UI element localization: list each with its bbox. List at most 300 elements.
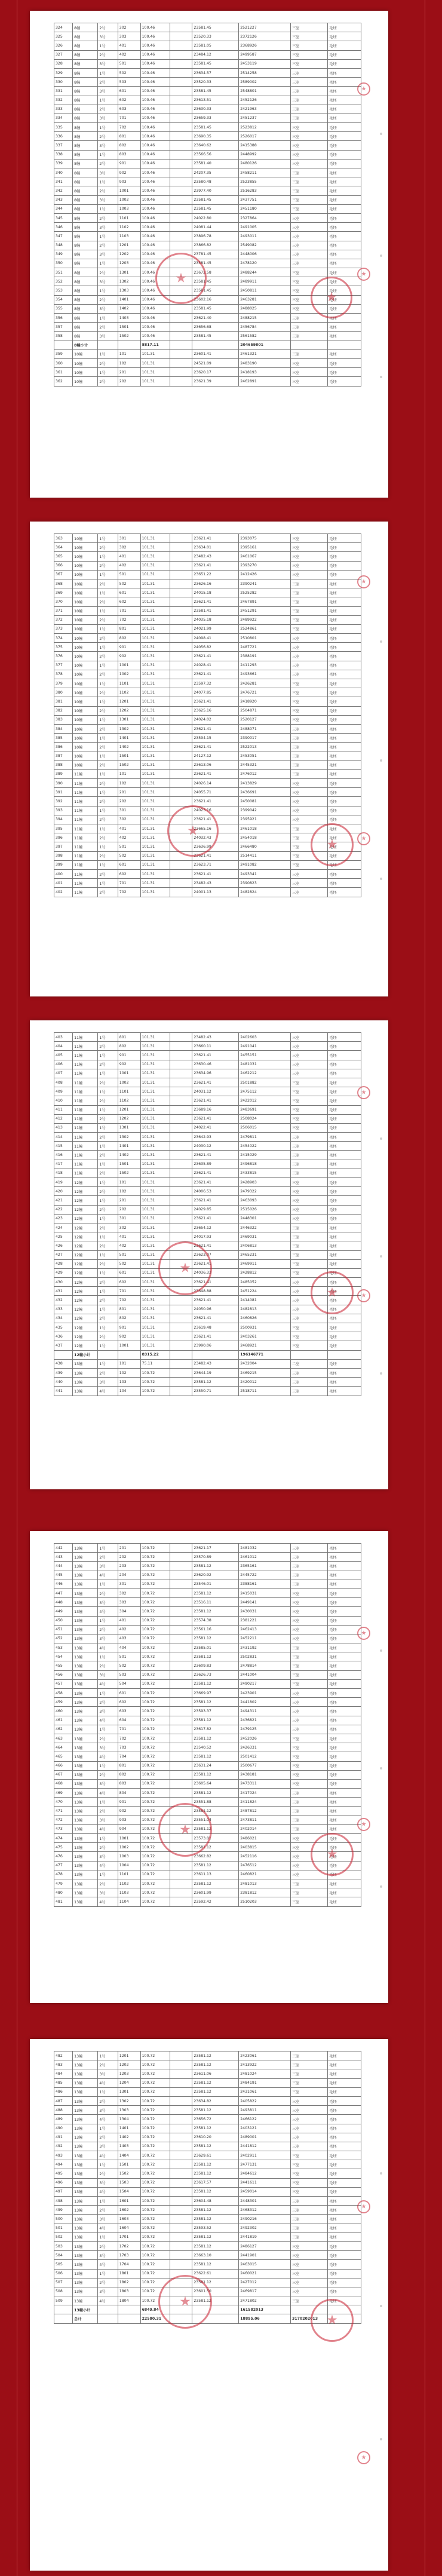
table-cell: 三室 xyxy=(290,96,327,105)
table-cell: 204659801 xyxy=(239,341,291,349)
table-cell xyxy=(170,186,192,195)
table-cell xyxy=(170,888,192,897)
table-cell: 468 xyxy=(54,1779,73,1788)
table-cell: 2477131 xyxy=(239,2160,291,2169)
table-cell: 100.46 xyxy=(140,286,170,295)
table-cell: 11幢 xyxy=(73,1160,98,1169)
table-cell: 三室 xyxy=(290,1105,327,1114)
table-cell: 三室 xyxy=(290,268,327,277)
table-cell: 2402014 xyxy=(239,1824,291,1833)
table-cell xyxy=(170,2206,192,2215)
table-cell: 100.72 xyxy=(140,1879,170,1888)
table-row xyxy=(54,688,361,697)
table-cell: 3号 xyxy=(98,2287,118,2296)
table-cell: 23581.12 xyxy=(192,2160,239,2169)
table-cell: 469 xyxy=(54,1789,73,1798)
table-cell xyxy=(192,341,239,349)
table-cell: 三室 xyxy=(290,1588,327,1597)
table-cell: 10幢 xyxy=(73,706,98,715)
table-cell: 2号 xyxy=(98,815,118,824)
table-cell: 4号 xyxy=(98,1679,118,1688)
table-cell xyxy=(170,1232,192,1241)
table-row xyxy=(54,2087,361,2096)
table-cell: 2479125 xyxy=(239,1725,291,1734)
table-cell: 803 xyxy=(118,150,140,159)
table-cell xyxy=(170,2169,192,2178)
table-cell xyxy=(170,341,192,349)
table-cell xyxy=(170,552,192,561)
table-cell: 100.46 xyxy=(140,186,170,195)
table-cell: 1104 xyxy=(118,1897,140,1906)
table-row xyxy=(54,2106,361,2115)
table-cell: 100.72 xyxy=(140,1580,170,1588)
table-cell: 三室 xyxy=(290,1169,327,1177)
binding-hole xyxy=(380,1255,382,1258)
table-cell: 303 xyxy=(118,1598,140,1607)
table-cell: 382 xyxy=(54,706,73,715)
table-cell: 375 xyxy=(54,643,73,652)
table-cell: 1504 xyxy=(118,2187,140,2196)
table-cell: 392 xyxy=(54,797,73,806)
table-cell: 13幢 xyxy=(73,1698,98,1707)
table-cell: 三室 xyxy=(290,368,327,377)
table-cell: 2450081 xyxy=(239,797,291,806)
table-cell: 2号 xyxy=(98,358,118,367)
table-cell: 100.46 xyxy=(140,50,170,59)
table-cell: 501 xyxy=(118,1652,140,1661)
table-cell: 379 xyxy=(54,679,73,688)
table-cell: 2406813 xyxy=(239,1241,291,1250)
table-cell: 毛坯 xyxy=(328,87,361,96)
table-cell: 1001 xyxy=(118,661,140,670)
table-cell: 毛坯 xyxy=(328,1834,361,1843)
table-cell: 23623.71 xyxy=(192,860,239,869)
binding-hole xyxy=(380,878,382,880)
table-cell: 702 xyxy=(118,615,140,624)
table-cell xyxy=(170,2115,192,2124)
table-cell: 347 xyxy=(54,232,73,241)
table-cell: 301 xyxy=(118,806,140,815)
table-cell: 1号 xyxy=(98,1196,118,1205)
table-cell: 23573.01 xyxy=(192,1834,239,1843)
table-cell: 13幢 xyxy=(73,2178,98,2187)
table-cell: 10幢 xyxy=(73,634,98,643)
table-cell: 1503 xyxy=(118,2178,140,2187)
table-row xyxy=(54,552,361,561)
table-cell: 416 xyxy=(54,1151,73,1160)
table-cell: 毛坯 xyxy=(328,2251,361,2260)
table-cell: 100.72 xyxy=(140,1607,170,1616)
table-cell xyxy=(170,661,192,670)
table-cell: 13幢 xyxy=(73,1834,98,1843)
table-cell: 100.72 xyxy=(140,1870,170,1879)
table-cell: 6849.84 xyxy=(140,2305,170,2314)
table-row xyxy=(54,241,361,250)
table-cell: 12幢 xyxy=(73,1187,98,1196)
company-seal-stamp xyxy=(311,823,354,866)
table-cell: 333 xyxy=(54,105,73,114)
table-cell: 毛坯 xyxy=(328,1051,361,1060)
table-cell: 2451180 xyxy=(239,204,291,213)
table-cell: 三室 xyxy=(290,842,327,851)
table-cell: 11幢 xyxy=(73,1123,98,1132)
table-cell: 100.72 xyxy=(140,1707,170,1716)
table-cell: 440 xyxy=(54,1378,73,1387)
table-cell: 2469031 xyxy=(239,1232,291,1241)
table-cell: 100.46 xyxy=(140,323,170,332)
table-cell: 三室 xyxy=(290,295,327,304)
table-cell: 2589002 xyxy=(239,78,291,87)
table-cell: 1704 xyxy=(118,2260,140,2269)
table-cell: 毛坯 xyxy=(328,1223,361,1232)
table-cell: 13幢 xyxy=(73,1807,98,1816)
table-cell: 302 xyxy=(118,815,140,824)
table-cell: 402 xyxy=(118,1625,140,1634)
table-cell: 三室 xyxy=(290,304,327,313)
table-cell xyxy=(170,1160,192,1169)
table-cell xyxy=(170,2260,192,2269)
table-cell xyxy=(170,879,192,888)
table-cell: 毛坯 xyxy=(328,295,361,304)
document-page xyxy=(30,11,388,498)
table-cell: 1号 xyxy=(98,879,118,888)
table-cell: 毛坯 xyxy=(328,806,361,815)
table-cell xyxy=(170,779,192,788)
table-cell: 2号 xyxy=(98,1625,118,1634)
table-cell: 101.31 xyxy=(140,661,170,670)
table-cell: 100.72 xyxy=(140,1661,170,1670)
table-cell: 426 xyxy=(54,1241,73,1250)
table-cell: 23621.41 xyxy=(192,1332,239,1341)
table-cell: 340 xyxy=(54,168,73,177)
table-cell: 毛坯 xyxy=(328,1616,361,1625)
table-cell: 毛坯 xyxy=(328,2269,361,2278)
table-cell: 101.31 xyxy=(140,1078,170,1087)
table-cell xyxy=(170,2051,192,2060)
table-cell: 三室 xyxy=(290,1241,327,1250)
table-cell: 毛坯 xyxy=(328,579,361,588)
table-cell: 2523812 xyxy=(239,123,291,132)
table-cell: 100.72 xyxy=(140,2051,170,2060)
table-cell: 1102 xyxy=(118,223,140,232)
table-cell: 13幢 xyxy=(73,2087,98,2096)
table-cell: 4号 xyxy=(98,1643,118,1652)
table-cell xyxy=(170,177,192,186)
table-row xyxy=(54,1616,361,1625)
table-cell: 三室 xyxy=(290,1761,327,1770)
table-cell: 460 xyxy=(54,1707,73,1716)
table-cell xyxy=(170,1634,192,1643)
table-cell: 10幢 xyxy=(73,349,98,358)
table-cell: 8幢 xyxy=(73,295,98,304)
table-row xyxy=(54,697,361,706)
table-cell: 毛坯 xyxy=(328,358,361,367)
table-cell: 1803 xyxy=(118,2287,140,2296)
table-cell: 23581.12 xyxy=(192,2278,239,2287)
table-cell: 501 xyxy=(118,842,140,851)
binding-hole xyxy=(380,254,382,257)
table-cell: 1号 xyxy=(98,1305,118,1314)
table-cell: 毛坯 xyxy=(328,615,361,624)
table-cell: 毛坯 xyxy=(328,1187,361,1196)
table-cell: 1号 xyxy=(98,715,118,724)
table-cell: 339 xyxy=(54,159,73,168)
table-cell: 1502 xyxy=(118,1169,140,1177)
table-cell: 1号 xyxy=(98,150,118,159)
table-cell: 13幢 xyxy=(73,1359,98,1368)
table-cell: 2号 xyxy=(98,1223,118,1232)
table-cell: 23561.16 xyxy=(192,1625,239,1634)
table-cell: 毛坯 xyxy=(328,1123,361,1132)
table-cell: 2号 xyxy=(98,1698,118,1707)
table-cell: 三室 xyxy=(290,1661,327,1670)
table-row xyxy=(54,570,361,579)
table-row xyxy=(54,2197,361,2206)
table-cell: 23621.41 xyxy=(192,1314,239,1323)
table-cell: 2460826 xyxy=(239,1314,291,1323)
table-cell: 三室 xyxy=(290,241,327,250)
table-row xyxy=(54,1553,361,1562)
table-cell: 325 xyxy=(54,32,73,41)
table-cell: 毛坯 xyxy=(328,1105,361,1114)
table-cell: 2号 xyxy=(98,1588,118,1597)
table-cell: 2381221 xyxy=(239,1616,291,1625)
table-cell: 毛坯 xyxy=(328,41,361,50)
company-seal-stamp xyxy=(357,1627,370,1640)
table-row xyxy=(54,1378,361,1387)
table-cell: 13幢 xyxy=(73,1879,98,1888)
table-cell: 三室 xyxy=(290,1187,327,1196)
table-cell: 11幢 xyxy=(73,769,98,778)
table-cell: 毛坯 xyxy=(328,1332,361,1341)
table-cell: 464 xyxy=(54,1743,73,1752)
table-cell: 101.31 xyxy=(140,715,170,724)
table-cell xyxy=(170,349,192,358)
table-cell: 3号 xyxy=(98,2215,118,2224)
table-cell: 473 xyxy=(54,1824,73,1833)
table-cell: 12幢小计 xyxy=(73,1350,98,1359)
table-cell: 2403261 xyxy=(239,1332,291,1341)
table-cell: 2493011 xyxy=(239,232,291,241)
table-cell: 3号 xyxy=(98,1634,118,1643)
table-cell: 三室 xyxy=(290,1816,327,1824)
table-cell: 601 xyxy=(118,87,140,96)
table-cell: 23482.43 xyxy=(192,552,239,561)
table-cell: 毛坯 xyxy=(328,177,361,186)
table-cell: 毛坯 xyxy=(328,1807,361,1816)
table-cell: 1501 xyxy=(118,752,140,760)
binding-hole xyxy=(380,2305,382,2307)
table-cell: 23605.64 xyxy=(192,1779,239,1788)
table-cell: 毛坯 xyxy=(328,1069,361,1078)
table-row xyxy=(54,1368,361,1377)
company-seal-stamp xyxy=(167,805,219,857)
table-cell: 11幢 xyxy=(73,1133,98,1142)
table-cell xyxy=(170,1716,192,1725)
table-cell: 702 xyxy=(118,888,140,897)
table-cell: 1号 xyxy=(98,842,118,851)
table-cell xyxy=(170,195,192,204)
table-cell: 毛坯 xyxy=(328,833,361,842)
table-cell: 1002 xyxy=(118,670,140,679)
table-cell: 13幢 xyxy=(73,1378,98,1387)
table-cell: 101.31 xyxy=(140,1069,170,1078)
table-cell xyxy=(170,23,192,32)
table-cell: 101.31 xyxy=(140,1114,170,1123)
table-cell: 488 xyxy=(54,2106,73,2115)
table-cell: 23570.89 xyxy=(192,1553,239,1562)
table-cell: 11幢 xyxy=(73,888,98,897)
table-cell: 23581.45 xyxy=(192,23,239,32)
table-cell: 2423061 xyxy=(239,2051,291,2060)
table-cell: 476 xyxy=(54,1852,73,1861)
table-cell xyxy=(170,323,192,332)
table-cell: 毛坯 xyxy=(328,724,361,733)
table-cell: 2473811 xyxy=(239,1816,291,1824)
table-cell: 三室 xyxy=(290,1652,327,1661)
table-cell xyxy=(170,2160,192,2169)
table-cell: 100.46 xyxy=(140,223,170,232)
table-cell: 438 xyxy=(54,1359,73,1368)
table-cell: 2号 xyxy=(98,779,118,788)
table-cell xyxy=(170,570,192,579)
table-cell: 三室 xyxy=(290,1553,327,1562)
table-cell: 24001.13 xyxy=(192,888,239,897)
table-cell: 901 xyxy=(118,1323,140,1332)
table-cell: 23621.41 xyxy=(192,1114,239,1123)
table-cell xyxy=(170,1205,192,1214)
table-cell: 462 xyxy=(54,1725,73,1734)
table-cell: 毛坯 xyxy=(328,606,361,615)
table-row xyxy=(54,1716,361,1725)
table-cell: 100.46 xyxy=(140,32,170,41)
table-cell: 2号 xyxy=(98,833,118,842)
table-cell: 901 xyxy=(118,1798,140,1807)
table-cell: 903 xyxy=(118,177,140,186)
table-cell: 201 xyxy=(118,788,140,797)
table-cell xyxy=(170,2241,192,2250)
table-cell: 369 xyxy=(54,588,73,597)
table-cell: 10幢 xyxy=(73,368,98,377)
table-cell: 三室 xyxy=(290,1689,327,1698)
table-cell: 1802 xyxy=(118,2278,140,2287)
table-cell: 2372126 xyxy=(239,32,291,41)
company-seal-stamp xyxy=(357,268,370,281)
table-cell: 394 xyxy=(54,815,73,824)
table-cell: 8幢 xyxy=(73,50,98,59)
table-cell: 三室 xyxy=(290,168,327,177)
table-cell: 8幢 xyxy=(73,105,98,114)
table-cell: 401 xyxy=(118,1616,140,1625)
table-cell: 2号 xyxy=(98,1042,118,1051)
table-cell xyxy=(328,1350,361,1359)
table-cell: 10幢 xyxy=(73,615,98,624)
table-cell: 101 xyxy=(118,769,140,778)
table-cell: 13幢 xyxy=(73,1816,98,1824)
table-cell: 359 xyxy=(54,349,73,358)
table-cell: 23581.12 xyxy=(192,2187,239,2196)
table-cell: 100.72 xyxy=(140,2142,170,2151)
table-cell: 446 xyxy=(54,1580,73,1588)
table-cell: 101 xyxy=(118,1359,140,1368)
table-cell xyxy=(170,752,192,760)
table-cell: 507 xyxy=(54,2278,73,2287)
table-cell: 1003 xyxy=(118,204,140,213)
table-cell: 701 xyxy=(118,114,140,122)
table-cell: 毛坯 xyxy=(328,2169,361,2178)
table-cell: 450 xyxy=(54,1616,73,1625)
table-cell: 22580.31 xyxy=(140,2314,170,2323)
table-cell: 2号 xyxy=(98,1241,118,1250)
table-cell xyxy=(54,2305,73,2314)
table-row xyxy=(54,1323,361,1332)
table-cell: 2431061 xyxy=(239,2087,291,2096)
table-row xyxy=(54,1670,361,1679)
table-row xyxy=(54,2269,361,2278)
table-cell: 2430031 xyxy=(239,1607,291,1616)
table-cell: 三室 xyxy=(290,2124,327,2133)
table-cell xyxy=(170,2133,192,2142)
table-cell: 23977.40 xyxy=(192,186,239,195)
table-cell: 4号 xyxy=(98,2151,118,2160)
table-cell: 8幢 xyxy=(73,323,98,332)
table-cell: 24017.93 xyxy=(192,1232,239,1241)
table-cell: 三室 xyxy=(290,1824,327,1833)
document-page xyxy=(30,1531,388,2003)
table-cell: 397 xyxy=(54,842,73,851)
table-cell: 二室 xyxy=(290,1359,327,1368)
table-cell: 2号 xyxy=(98,1332,118,1341)
table-cell: 三室 xyxy=(290,1544,327,1553)
table-cell: 342 xyxy=(54,186,73,195)
table-cell: 2453119 xyxy=(239,59,291,68)
table-cell: 11幢 xyxy=(73,815,98,824)
table-cell: 2422012 xyxy=(239,1096,291,1105)
table-cell: 405 xyxy=(54,1051,73,1060)
table-cell xyxy=(170,105,192,114)
table-cell: 8幢 xyxy=(73,141,98,150)
table-row xyxy=(54,597,361,606)
table-cell: 13幢 xyxy=(73,2215,98,2224)
table-cell: 2468921 xyxy=(239,1341,291,1350)
table-cell: 23581.12 xyxy=(192,1861,239,1870)
table-cell: 336 xyxy=(54,132,73,141)
table-cell: 465 xyxy=(54,1752,73,1761)
table-cell: 1号 xyxy=(98,606,118,615)
table-cell: 399 xyxy=(54,860,73,869)
table-cell: 466 xyxy=(54,1761,73,1770)
table-cell: 23581.12 xyxy=(192,1807,239,1816)
table-cell xyxy=(170,1789,192,1798)
table-cell: 1号 xyxy=(98,1214,118,1223)
table-cell: 101.31 xyxy=(140,1268,170,1277)
table-cell: 2459014 xyxy=(239,2187,291,2196)
table-cell: 2405822 xyxy=(239,2096,291,2105)
table-cell: 1号 xyxy=(98,752,118,760)
table-cell: 三室 xyxy=(290,50,327,59)
table-cell: 23581.12 xyxy=(192,2051,239,2060)
table-cell: 2461018 xyxy=(239,824,291,833)
table-cell: 402 xyxy=(54,888,73,897)
table-cell: 484 xyxy=(54,2069,73,2078)
table-cell: 104 xyxy=(118,1387,140,1396)
table-cell: 三室 xyxy=(290,2287,327,2296)
table-cell: 10幢 xyxy=(73,561,98,570)
table-cell: 101.31 xyxy=(140,869,170,878)
table-cell: 23621.40 xyxy=(192,314,239,323)
table-cell xyxy=(170,1087,192,1096)
table-cell: 10幢 xyxy=(73,752,98,760)
